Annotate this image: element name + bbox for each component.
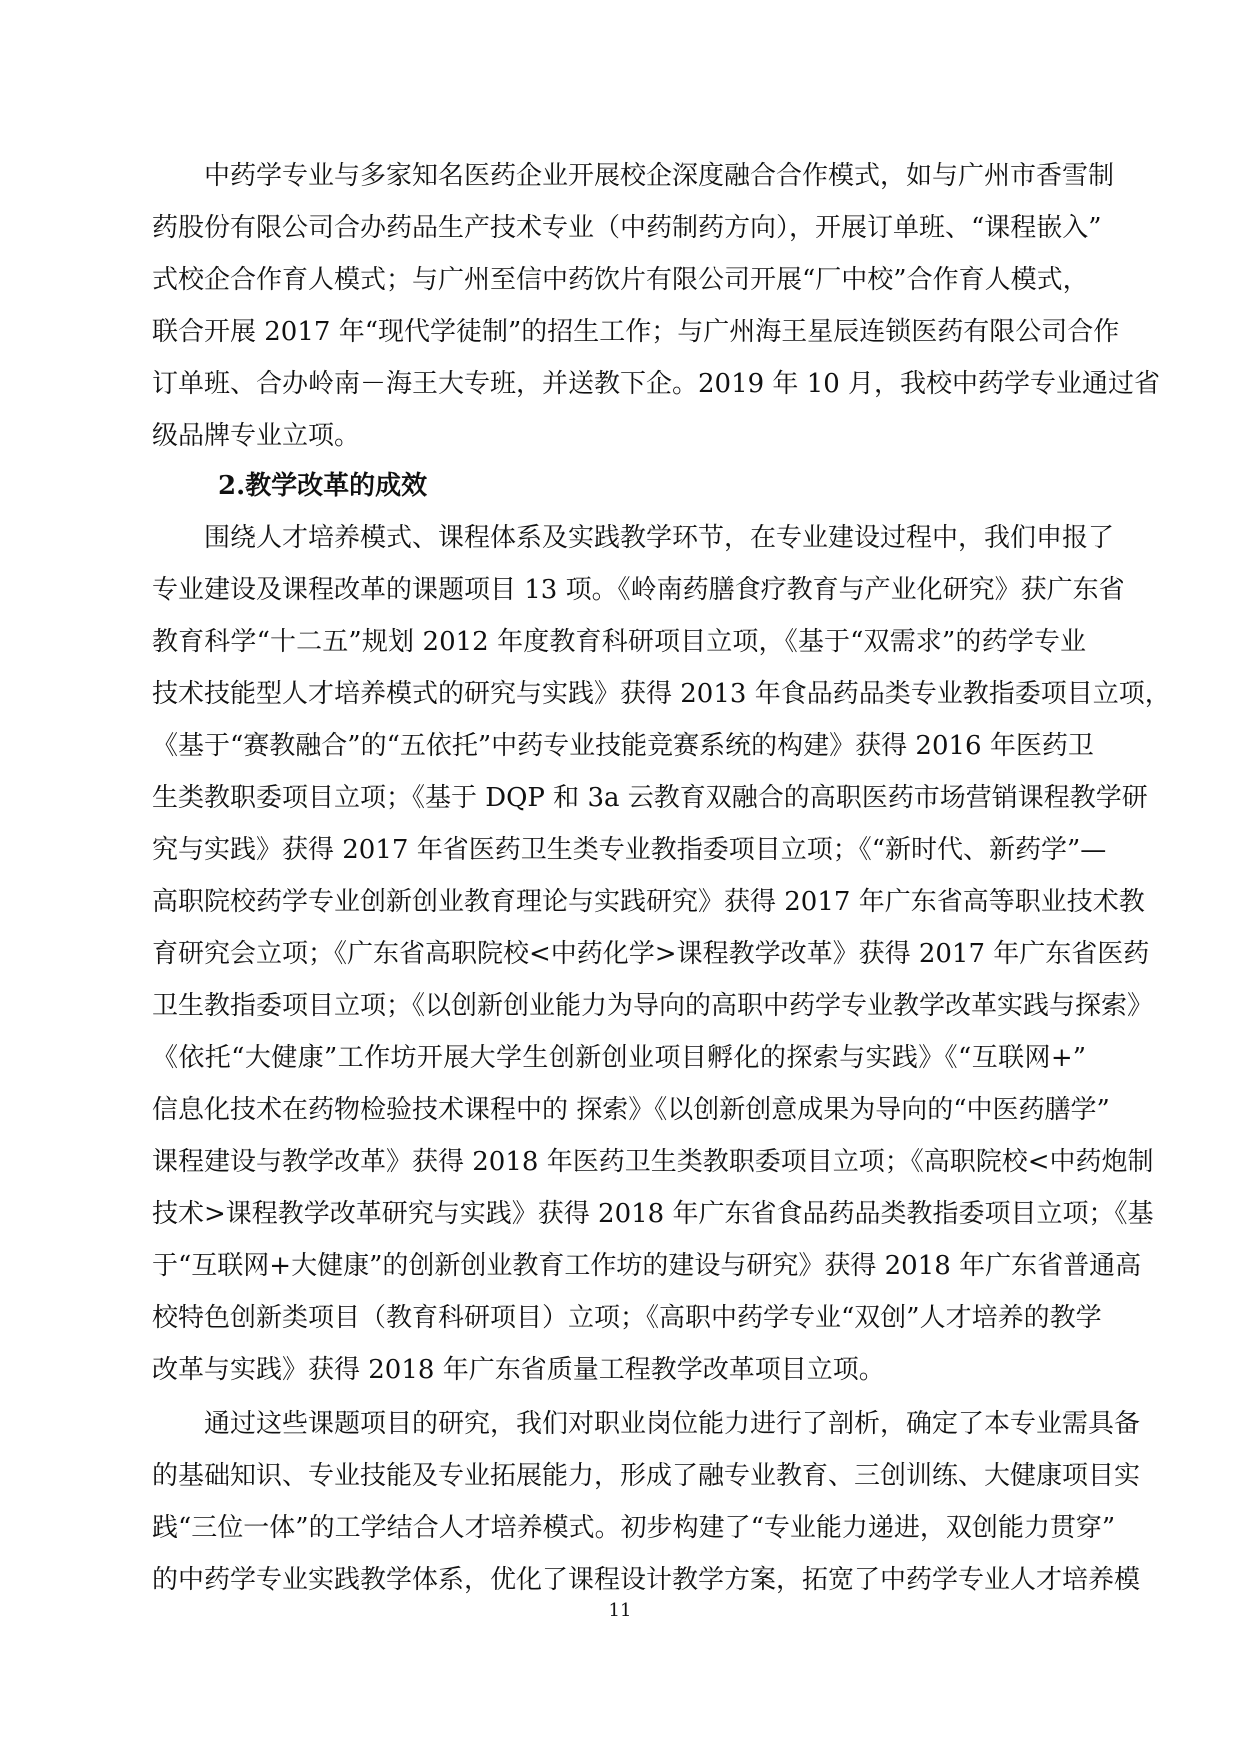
paragraph-line: 于“互联网+大健康”的创新创业教育工作坊的建设与研究》获得 2018 年广东省普通高 bbox=[152, 1251, 1142, 1281]
paragraph-line: 生类教职委项目立项；《基于 DQP 和 3a 云教育双融合的高职医药市场营销课程教学研 bbox=[152, 783, 1148, 813]
paragraph-line: 《依托“大健康”工作坊开展大学生创新创业项目孵化的探索与实践》《“互联网+” bbox=[152, 1043, 1086, 1073]
paragraph-line: 技术>课程教学改革研究与实践》获得 2018 年广东省食品药品类教指委项目立项；《基 bbox=[152, 1199, 1154, 1229]
section-heading: 2.教学改革的成效 bbox=[218, 471, 428, 501]
paragraph-line: 围绕人才培养模式、课程体系及实践教学环节，在专业建设过程中，我们申报了 bbox=[204, 523, 1115, 553]
paragraph-line: 高职院校药学专业创新创业教育理论与实践研究》获得 2017 年广东省高等职业技术教 bbox=[152, 887, 1145, 917]
paragraph-line: 中药学专业与多家知名医药企业开展校企深度融合合作模式，如与广州市香雪制 bbox=[204, 161, 1115, 191]
paragraph-line: 育研究会立项；《广东省高职院校<中药化学>课程教学改革》获得 2017 年广东省医药 bbox=[152, 939, 1150, 969]
paragraph-line: 的中药学专业实践教学体系，优化了课程设计教学方案，拓宽了中药学专业人才培养模 bbox=[152, 1565, 1141, 1595]
paragraph-line: 订单班、合办岭南－海王大专班，并送教下企。2019 年 10 月，我校中药学专业通过省 bbox=[152, 369, 1161, 399]
paragraph-line: 专业建设及课程改革的课题项目 13 项。《岭南药膳食疗教育与产业化研究》获广东省 bbox=[152, 575, 1125, 605]
paragraph-line: 究与实践》获得 2017 年省医药卫生类专业教指委项目立项；《“新时代、新药学”— bbox=[152, 835, 1107, 865]
paragraph-line: 课程建设与教学改革》获得 2018 年医药卫生类教职委项目立项；《高职院校<中药炮制 bbox=[152, 1147, 1154, 1177]
paragraph-line: 技术技能型人才培养模式的研究与实践》获得 2013 年食品药品类专业教指委项目立项， bbox=[152, 679, 1171, 709]
paragraph-line: 《基于“赛教融合”的“五依托”中药专业技能竞赛系统的构建》获得 2016 年医药卫 bbox=[152, 731, 1094, 761]
paragraph-line: 联合开展 2017 年“现代学徒制”的招生工作；与广州海王星辰连锁医药有限公司合作 bbox=[152, 317, 1120, 347]
paragraph-line: 教育科学“十二五”规划 2012 年度教育科研项目立项，《基于“双需求”的药学专业 bbox=[152, 627, 1086, 657]
paragraph-line: 级品牌专业立项。 bbox=[152, 421, 361, 451]
paragraph-line: 改革与实践》获得 2018 年广东省质量工程教学改革项目立项。 bbox=[152, 1355, 885, 1385]
paragraph-line: 药股份有限公司合办药品生产技术专业（中药制药方向），开展订单班、“课程嵌入” bbox=[152, 213, 1102, 243]
paragraph-line: 践“三位一体”的工学结合人才培养模式。初步构建了“专业能力递进，双创能力贯穿” bbox=[152, 1513, 1116, 1543]
paragraph-line: 信息化技术在药物检验技术课程中的 探索》《以创新创意成果为导向的“中医药膳学” bbox=[152, 1095, 1110, 1125]
paragraph-line: 校特色创新类项目（教育科研项目）立项；《高职中药学专业“双创”人才培养的教学 bbox=[152, 1303, 1102, 1333]
paragraph-line: 的基础知识、专业技能及专业拓展能力，形成了融专业教育、三创训练、大健康项目实 bbox=[152, 1461, 1141, 1491]
paragraph-line: 通过这些课题项目的研究，我们对职业岗位能力进行了剖析，确定了本专业需具备 bbox=[204, 1409, 1141, 1439]
paragraph-line: 式校企合作育人模式；与广州至信中药饮片有限公司开展“厂中校”合作育人模式， bbox=[152, 265, 1089, 295]
page-number: 11 bbox=[608, 1600, 632, 1621]
paragraph-line: 卫生教指委项目立项；《以创新创业能力为导向的高职中药学专业教学改革实践与探索》 bbox=[152, 991, 1154, 1021]
